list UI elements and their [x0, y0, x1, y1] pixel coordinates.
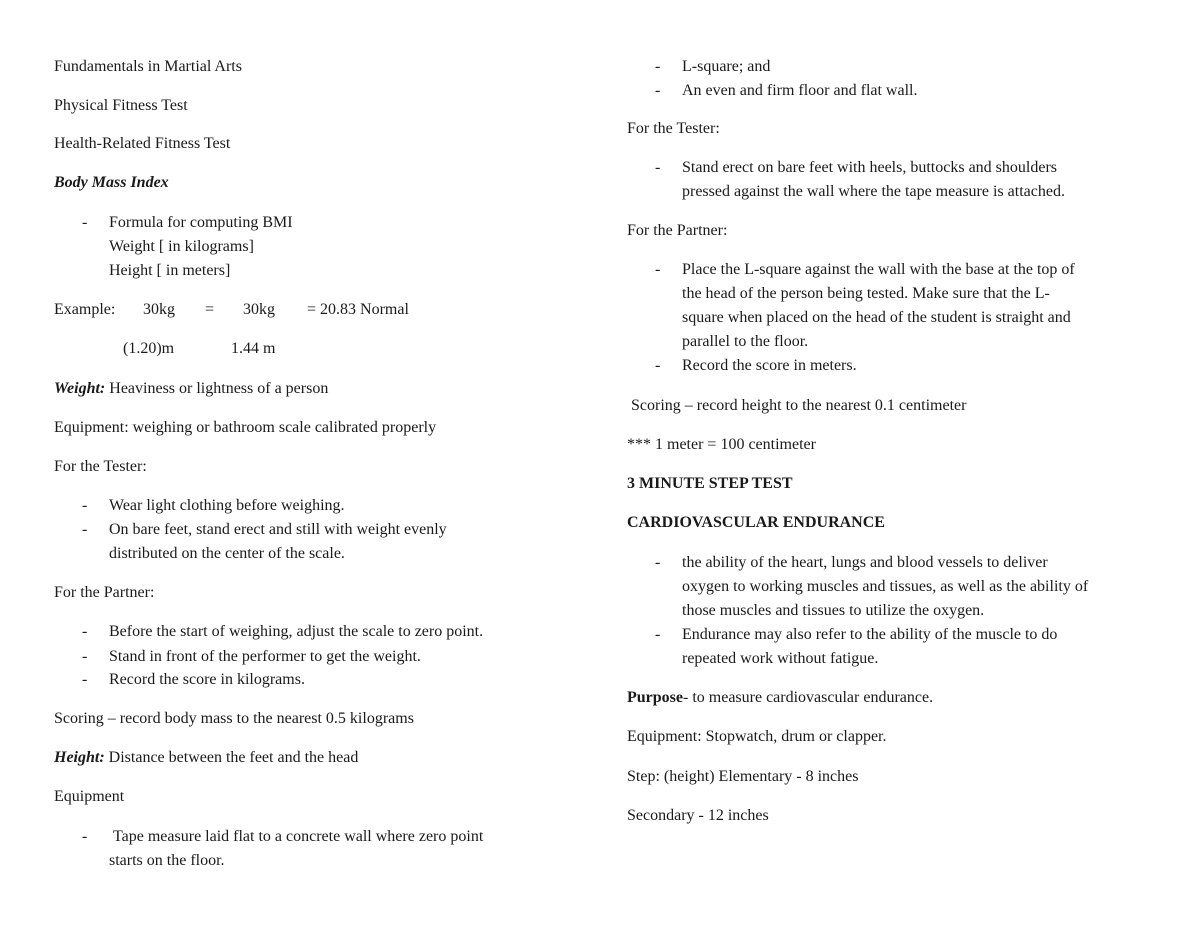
- step-test-heading: 3 MINUTE STEP TEST: [627, 475, 793, 492]
- height-term: Height:: [54, 749, 105, 766]
- step-equipment: Equipment: Stopwatch, drum or clapper.: [627, 728, 887, 745]
- bullet-dash: -: [655, 82, 661, 99]
- bullet-dash: -: [82, 497, 88, 514]
- partner-item: Before the start of weighing, adjust the scale to zero point.: [109, 623, 484, 640]
- bmi-formula-line: Height [ in meters]: [109, 262, 231, 279]
- purpose-text: - to measure cardiovascular endurance.: [683, 689, 934, 706]
- tester-item: distributed on the center of the scale.: [109, 545, 345, 562]
- purpose-term: Purpose: [627, 689, 683, 706]
- example-denominator: (1.20)m: [123, 340, 175, 357]
- bullet-dash: -: [655, 357, 661, 374]
- partner-line: the head of the person being tested. Make sure that the L-: [682, 285, 1050, 302]
- test-title: Physical Fitness Test: [54, 97, 188, 114]
- height-equipment-item: An even and firm floor and flat wall.: [682, 82, 918, 99]
- bullet-dash: -: [82, 521, 88, 538]
- bmi-heading: Body Mass Index: [54, 174, 169, 191]
- height-definition: [54, 746, 358, 770]
- height-equipment-heading: Equipment: [54, 788, 125, 805]
- bullet-dash: -: [655, 58, 661, 75]
- height-text: Distance between the feet and the head: [104, 749, 359, 766]
- tester-line: pressed against the wall where the tape measure is attached.: [682, 183, 1065, 200]
- cardio-line: those muscles and tissues to utilize the oxygen.: [682, 602, 985, 619]
- example-numerator: 30kg: [243, 301, 275, 318]
- partner-heading: For the Partner:: [54, 584, 155, 601]
- cardio-line: repeated work without fatigue.: [682, 650, 879, 667]
- cardio-heading: CARDIOVASCULAR ENDURANCE: [627, 514, 885, 531]
- bullet-dash: -: [82, 671, 88, 688]
- bmi-formula-line: Weight [ in kilograms]: [109, 238, 254, 255]
- purpose-line: [627, 686, 933, 710]
- bullet-dash: -: [82, 623, 88, 640]
- example-result: = 20.83 Normal: [307, 301, 409, 318]
- cardio-line: oxygen to working muscles and tissues, as well as the ability of: [682, 578, 1089, 595]
- weight-definition: [54, 377, 328, 401]
- height-equipment-item: starts on the floor.: [109, 852, 225, 869]
- bullet-dash: -: [655, 159, 661, 176]
- bullet-dash: -: [655, 261, 661, 278]
- subtest-title: Health-Related Fitness Test: [54, 135, 231, 152]
- conversion-note: *** 1 meter = 100 centimeter: [627, 436, 816, 453]
- cardio-line: the ability of the heart, lungs and blood vessels to deliver: [682, 554, 1048, 571]
- tester-item: Wear light clothing before weighing.: [109, 497, 345, 514]
- partner-line: parallel to the floor.: [682, 333, 809, 350]
- bullet-dash: -: [82, 828, 88, 845]
- step-secondary: Secondary - 12 inches: [627, 807, 769, 824]
- partner-line: Place the L-square against the wall with the base at the top of: [682, 261, 1075, 278]
- example-denominator: 1.44 m: [231, 340, 276, 357]
- step-height: Step: (height) Elementary - 8 inches: [627, 768, 859, 785]
- tester-heading: For the Tester:: [627, 120, 720, 137]
- partner-line: square when placed on the head of the student is straight and: [682, 309, 1071, 326]
- partner-item: Record the score in kilograms.: [109, 671, 305, 688]
- partner-item: Stand in front of the performer to get the weight.: [109, 648, 421, 665]
- example-equals: =: [205, 301, 215, 318]
- tester-item: On bare feet, stand erect and still with weight evenly: [109, 521, 447, 538]
- partner-line: Record the score in meters.: [682, 357, 857, 374]
- example-numerator: 30kg: [143, 301, 175, 318]
- bullet-dash: -: [82, 648, 88, 665]
- height-equipment-item: Tape measure laid flat to a concrete wall where zero point: [113, 828, 484, 845]
- tester-heading: For the Tester:: [54, 458, 147, 475]
- partner-heading: For the Partner:: [627, 222, 728, 239]
- height-scoring: Scoring – record height to the nearest 0.1 centimeter: [631, 397, 967, 414]
- bullet-dash: -: [655, 554, 661, 571]
- weight-text: Heaviness or lightness of a person: [105, 380, 329, 397]
- height-equipment-item: L-square; and: [682, 58, 771, 75]
- tester-line: Stand erect on bare feet with heels, buttocks and shoulders: [682, 159, 1057, 176]
- weight-equipment: Equipment: weighing or bathroom scale calibrated properly: [54, 419, 437, 436]
- bullet-dash: -: [655, 626, 661, 643]
- weight-scoring: Scoring – record body mass to the nearest 0.5 kilograms: [54, 710, 414, 727]
- weight-term: Weight:: [54, 380, 106, 397]
- bullet-dash: -: [82, 214, 88, 231]
- bmi-formula-line: Formula for computing BMI: [109, 214, 293, 231]
- course-title: Fundamentals in Martial Arts: [54, 58, 242, 75]
- example-label: Example:: [54, 301, 116, 318]
- cardio-line: Endurance may also refer to the ability of the muscle to do: [682, 626, 1058, 643]
